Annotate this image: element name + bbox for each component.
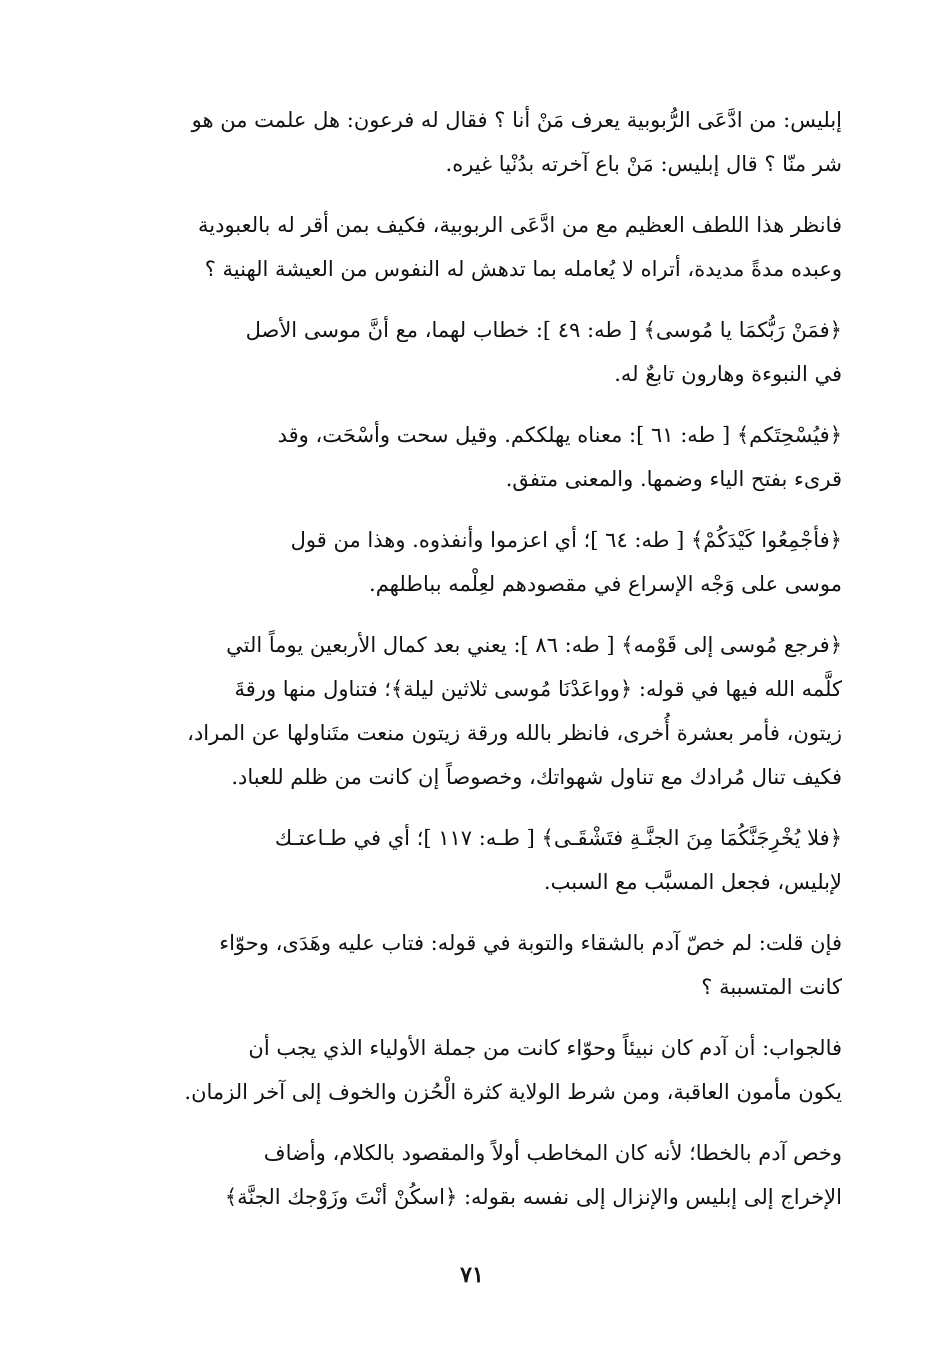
text-line: لإبليس، فجعل المسبَّب مع السبب. [543,870,842,894]
text-line: ﴿فمَنْ رَبُّكمَا يا مُوسى﴾ [ طه: ٤٩ ]: خطاب لهما، مع أنَّ موسى الأصل [245,318,842,342]
paragraph-9 [148,1026,842,1114]
text-line: قرىء بفتح الياء وضمها. والمعنى متفق. [505,467,842,491]
paragraph-5 [148,518,842,606]
text-line: وعبده مدةً مديدة، أتراه لا يُعامله بما تدهش له النفوس من العيشة الهنية ؟ [204,257,842,281]
text-line: ﴿فأجْمِعُوا كَيْدَكُمْ﴾ [ طه: ٦٤ ]؛ أي اعزموا وأنفذوه. وهذا من قول [290,528,842,552]
text-line: كانت المتسببة ؟ [701,975,842,999]
text-line: فالجواب: أن آدم كان نبيئاً وحوّاء كانت من جملة الأولياء الذي يجب أن [248,1036,842,1060]
text-line: في النبوءة وهارون تابعٌ له. [614,362,842,386]
text-line: وخص آدم بالخطا؛ لأنه كان المخاطب أولاً والمقصود بالكلام، وأضاف [263,1141,842,1165]
text-line: فإن قلت: لم خصّ آدم بالشقاء والتوبة في قوله: فتاب عليه وهَدَى، وحوّاء [219,931,842,955]
text-line: كلَّمه الله فيها في قوله: ﴿وواعَدْنَا مُوسى ثلاثين ليلة﴾؛ فتناول منها ورقةَ [234,677,842,701]
text-line: يكون مأمون العاقبة، ومن شرط الولاية كثرة الْحُزن والخوف إلى آخر الزمان. [184,1080,842,1104]
text-line: إبليس: من ادَّعَى الرُّبوبية يعرف مَنْ أنا ؟ فقال له فرعون: هل علمت من هو [191,108,842,132]
text-line: زيتون، فأمر بعشرة أُخرى، فانظر بالله ورقة زيتون منعت متَناولها عن المراد، [187,721,842,745]
text-line: فكيف تنال مُرادك مع تناول شهواتك، وخصوصاً إن كانت من ظلم للعباد. [231,765,842,789]
text-line: ﴿فلا يُخْرِجَنَّكُمَا مِنَ الجنَّـةِ فتَشْقَـى﴾ [ طـه: ١١٧ ]؛ أي في طـاعتـك [274,826,842,850]
paragraph-6 [148,623,842,799]
paragraph-4 [148,413,842,501]
paragraph-2 [148,203,842,291]
text-line: الإخراج إلى إبليس والإنزال إلى نفسه بقوله: ﴿اسكُنْ أنْتَ وزَوْجك الجنَّة﴾ [224,1185,842,1209]
paragraph-3 [148,308,842,396]
text-line: فانظر هذا اللطف العظيم مع من ادَّعَى الربوبية، فكيف بمن أقر له بالعبودية [197,213,842,237]
text-line: ﴿فرجع مُوسى إلى قَوْمه﴾ [ طه: ٨٦ ]: يعني بعد كمال الأربعين يوماً التي [226,633,842,657]
paragraph-10 [148,1131,842,1219]
paragraph-8 [148,921,842,1009]
paragraph-1 [148,98,842,186]
text-line: موسى على وَجْه الإسراع في مقصودهم لعِلْمه بباطلهم. [369,572,842,596]
paragraph-7 [148,816,842,904]
page-text-body [148,98,842,1236]
text-line: شر منّا ؟ قال إبليس: مَنْ باع آخرته بدُنْيا غيره. [445,152,842,176]
page-number: ٧١ [460,1262,484,1288]
text-line: ﴿فيُسْحِتَكم﴾ [ طه: ٦١ ]: معناه يهلككم. وقيل سحت وأسْحَت، وقد [277,423,842,447]
